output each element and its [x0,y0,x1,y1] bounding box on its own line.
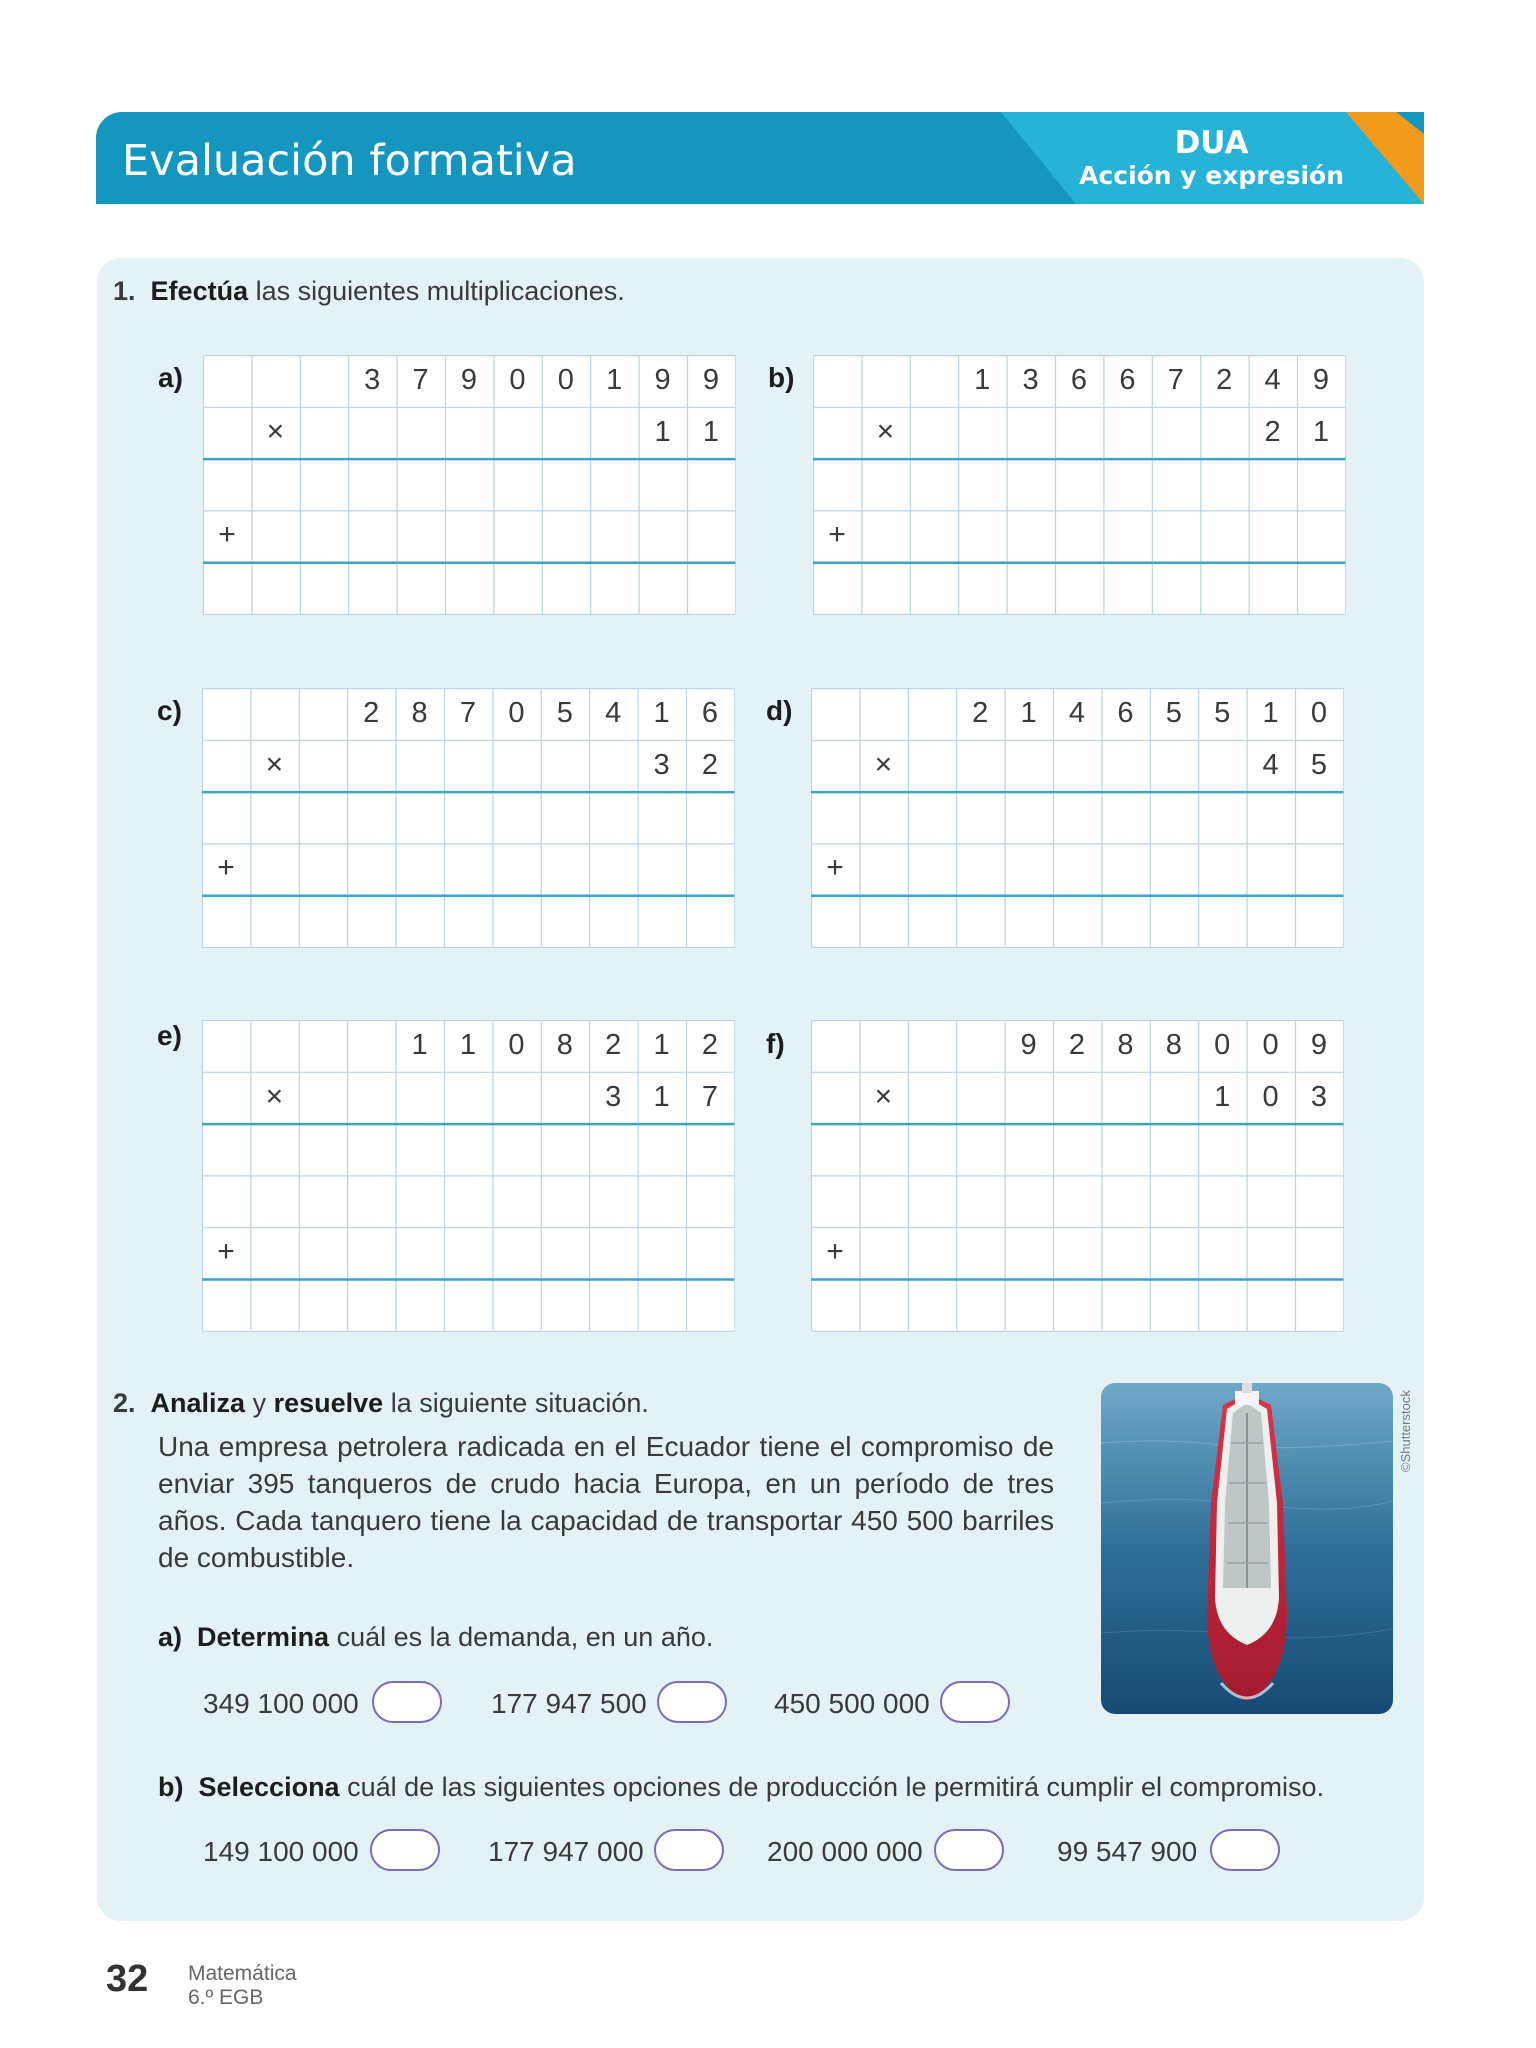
multiplier-digit: 1 [653,1080,670,1113]
multiplicand-digit: 9 [1310,1029,1328,1061]
multiplicand-digit: 8 [411,697,428,729]
multiplicand-digit: 1 [653,697,670,729]
part-a-verb: Determina [197,1622,330,1652]
multiplicand-digit: 1 [653,1029,670,1061]
dua-badge-subtitle: Acción y expresión [1079,161,1344,190]
multiplicand-digit: 5 [1165,697,1182,729]
part-b-option-1-answer-box[interactable] [370,1829,440,1871]
exercise-2-connector: y [252,1388,267,1418]
multiplicand-digit: 5 [1214,697,1231,729]
multiplicand-digit: 6 [1070,364,1088,396]
multiplier-digit: 1 [654,415,671,448]
dua-badge [1079,126,1344,192]
multiplication-grid-a[interactable] [203,355,735,614]
multiplicand-digit: 4 [605,697,622,729]
multiplication-e-label: e) [157,1020,182,1051]
times-symbol: × [876,414,895,448]
multiplication-b-label: b) [768,362,795,393]
part-b-option-3-answer-box[interactable] [934,1829,1004,1871]
multiplication-d-label: d) [766,695,793,726]
part-b-option-4-answer-box[interactable] [1210,1829,1280,1871]
plus-symbol: + [826,1235,844,1269]
part-a-text: cuál es la demanda, en un año. [336,1622,714,1652]
multiplier-digit: 1 [1312,415,1330,448]
part-b-statement [158,1772,1324,1803]
multiplication-grid-c[interactable] [202,688,734,947]
multiplicand-digit: 1 [459,1029,477,1061]
exercise-1-number: 1. [113,276,136,306]
multiplicand-digit: 1 [411,1029,428,1061]
footer-subject [188,1962,297,2010]
multiplier-digit: 5 [1310,748,1328,781]
multiplier-digit: 4 [1262,748,1279,781]
multiplicand-digit: 2 [1216,364,1233,396]
part-a-option-1-answer-box[interactable] [372,1681,442,1723]
times-symbol: × [265,747,284,781]
part-a-option-3-answer-box[interactable] [940,1681,1010,1723]
multiplicand-digit: 9 [1312,364,1330,396]
multiplicand-digit: 7 [412,364,429,396]
part-b-text: cuál de las siguientes opciones de producción le permitirá cumplir el compromiso. [347,1772,1325,1802]
exercise-2-text: la siguiente situación. [390,1388,649,1418]
multiplicand-digit: 0 [1262,1029,1279,1061]
multiplicand-digit: 6 [1119,364,1136,396]
plus-symbol: + [218,518,236,552]
header-banner [96,112,1424,204]
multiplicand-digit: 2 [1068,1029,1086,1061]
multiplier-digit: 3 [1310,1080,1328,1113]
exercise-2-paragraph: Una empresa petrolera radicada en el Ecuador tiene el compromiso de enviar 395 tanqueros de crudo hacia Europa, en un período de tres años. Cada tanquero tiene la capacidad de transportar 450 500 barriles de combustible. [158,1431,1054,1573]
multiplicand-digit: 3 [1022,364,1039,396]
multiplicand-digit: 1 [974,364,991,396]
part-b-verb: Selecciona [198,1772,340,1802]
part-a-option-3-label: 450 500 000 [774,1688,930,1719]
multiplication-f-label: f) [766,1028,785,1059]
exercise-2-verb-2: resuelve [273,1388,384,1418]
part-b-option-4-label: 99 547 900 [1057,1836,1198,1867]
times-symbol: × [266,414,285,448]
multiplicand-digit: 2 [363,697,380,729]
multiplicand-digit: 1 [1020,697,1037,729]
multiplicand-digit: 0 [1310,697,1328,729]
multiplication-grid-d[interactable] [811,688,1343,947]
multiplicand-digit: 8 [1165,1029,1182,1061]
multiplicand-digit: 2 [701,1029,719,1061]
subject-name: Matemática [188,1962,297,1985]
multiplicand-digit: 9 [1020,1029,1037,1061]
multiplicand-digit: 5 [556,697,573,729]
multiplication-grid-b[interactable] [813,355,1345,614]
multiplicand-digit: 0 [509,364,526,396]
part-b-label: b) [158,1772,184,1802]
multiplicand-digit: 8 [556,1029,573,1061]
multiplicand-digit: 4 [1264,364,1281,396]
plus-symbol: + [826,851,844,885]
multiplicand-digit: 2 [605,1029,622,1061]
multiplier-digit: 1 [1214,1080,1231,1113]
exercise-1-verb: Efectúa [150,276,249,306]
multiplicand-digit: 4 [1068,697,1086,729]
multiplicand-digit: 8 [1117,1029,1134,1061]
exercise-1-text: las siguientes multiplicaciones. [255,276,625,306]
multiplicand-digit: 2 [972,697,989,729]
multiplicand-digit: 0 [508,1029,525,1061]
multiplier-digit: 3 [653,748,670,781]
oil-tanker-ship-icon [1101,1383,1393,1714]
part-a-option-1-label: 349 100 000 [203,1688,359,1719]
plus-symbol: + [828,518,846,552]
multiplier-digit: 1 [702,415,720,448]
multiplication-a-label: a) [158,362,183,393]
exercise-1-statement [113,276,625,307]
part-b-option-2-label: 177 947 000 [488,1836,644,1867]
multiplier-digit: 0 [1262,1080,1279,1113]
exercise-2-statement [113,1388,649,1419]
part-b-option-2-answer-box[interactable] [654,1829,724,1871]
multiplicand-digit: 6 [1117,697,1134,729]
multiplier-digit: 3 [605,1080,622,1113]
multiplicand-digit: 7 [459,697,477,729]
part-b-option-1-label: 149 100 000 [203,1836,359,1867]
multiplier-digit: 7 [701,1080,719,1113]
exercise-2-number: 2. [113,1388,136,1418]
photo-credit: ©Shutterstock [1398,1390,1413,1472]
multiplicand-digit: 0 [557,364,574,396]
times-symbol: × [874,1079,893,1113]
part-b-option-3-label: 200 000 000 [767,1836,923,1867]
multiplicand-digit: 1 [606,364,623,396]
multiplicand-digit: 9 [654,364,671,396]
plus-symbol: + [217,851,235,885]
part-a-label: a) [158,1622,183,1652]
multiplicand-digit: 9 [460,364,478,396]
multiplicand-digit: 0 [508,697,525,729]
multiplicand-digit: 9 [702,364,720,396]
multiplicand-digit: 6 [701,697,719,729]
multiplication-grid-f[interactable] [811,1020,1343,1331]
page-title: Evaluación formativa [122,136,577,186]
part-a-statement [158,1622,713,1653]
multiplicand-digit: 0 [1214,1029,1231,1061]
grade-level: 6.º EGB [188,1986,264,2009]
multiplication-grid-e[interactable] [202,1020,734,1331]
dua-badge-title: DUA [1174,125,1249,161]
exercise-2-verb-1: Analiza [150,1388,246,1418]
times-symbol: × [265,1079,284,1113]
multiplier-digit: 2 [701,748,719,781]
page-number: 32 [106,1958,149,2000]
multiplication-c-label: c) [157,695,182,726]
times-symbol: × [874,747,893,781]
part-a-option-2-answer-box[interactable] [657,1681,727,1723]
multiplicand-digit: 1 [1262,697,1279,729]
multiplicand-digit: 3 [364,364,381,396]
multiplicand-digit: 7 [1167,364,1184,396]
plus-symbol: + [217,1235,235,1269]
multiplier-digit: 2 [1264,415,1281,448]
part-a-option-2-label: 177 947 500 [491,1688,647,1719]
